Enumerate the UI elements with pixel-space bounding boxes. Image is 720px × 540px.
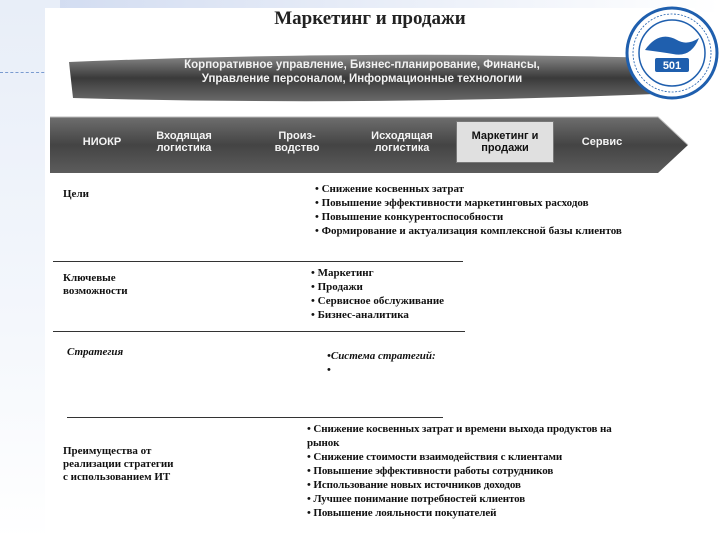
seal-number: 501 xyxy=(662,60,682,72)
benefits-list xyxy=(307,422,637,520)
list-item: • Повышение эффективности маркетинговых расходов xyxy=(315,196,655,210)
list-item: • Снижение косвенных затрат xyxy=(315,182,655,196)
chain-step-production: Произ-водство xyxy=(274,130,320,154)
list-item: • Повышение конкурентоспособности xyxy=(315,210,655,224)
chain-step-outbound-logistics: Исходящая логистика xyxy=(371,130,433,154)
section-divider xyxy=(53,261,463,262)
section-label-strategy: Стратегия xyxy=(67,346,124,358)
section-label-goals: Цели xyxy=(63,188,89,200)
list-item: • Маркетинг xyxy=(311,266,611,280)
strategy-empty-bullet: • xyxy=(327,364,331,376)
chain-step-inbound-logistics: Входящая логистика xyxy=(156,130,212,154)
support-band-line-2: Управление персоналом, Информационные технологии xyxy=(201,73,523,85)
chain-step-service: Сервис xyxy=(581,136,623,148)
list-item: • Использование новых источников доходов xyxy=(307,478,637,492)
list-item: • Лучшее понимание потребностей клиентов xyxy=(307,492,637,506)
section-label-benefits: Преимущества от реализации стратегии с использованием ИТ xyxy=(63,445,174,483)
section-divider xyxy=(67,417,443,418)
goals-list xyxy=(315,182,655,238)
list-item: • Снижение стоимости взаимодействия с клиентами xyxy=(307,450,637,464)
list-item: • Сервисное обслуживание xyxy=(311,294,611,308)
slide-page xyxy=(45,8,695,538)
page-title: Маркетинг и продажи xyxy=(274,8,466,29)
list-item: • Повышение эффективности работы сотрудников xyxy=(307,464,637,478)
list-item: • Бизнес-аналитика xyxy=(311,308,611,322)
section-divider xyxy=(53,331,465,332)
list-item: • Формирование и актуализация комплексной базы клиентов xyxy=(315,224,655,238)
section-label-key-capabilities: Ключевые возможности xyxy=(63,272,128,297)
list-item: • Снижение косвенных затрат и времени выхода продуктов на рынок xyxy=(307,422,637,450)
support-band-line-1: Корпоративное управление, Бизнес-планирование, Финансы, xyxy=(184,59,540,71)
list-item: • Продажи xyxy=(311,280,611,294)
value-chain-arrow xyxy=(50,111,690,179)
chain-step-niokr: НИОКР xyxy=(82,136,122,148)
seal-emblem-icon xyxy=(625,6,719,100)
support-activities-band xyxy=(67,48,660,108)
strategy-system-item: •Система стратегий: xyxy=(327,350,436,362)
chain-step-marketing-sales: Маркетинг и продажи xyxy=(456,121,554,163)
organization-seal-logo xyxy=(625,6,719,100)
key-capabilities-list xyxy=(311,266,611,322)
list-item: • Повышение лояльности покупателей xyxy=(307,506,637,520)
